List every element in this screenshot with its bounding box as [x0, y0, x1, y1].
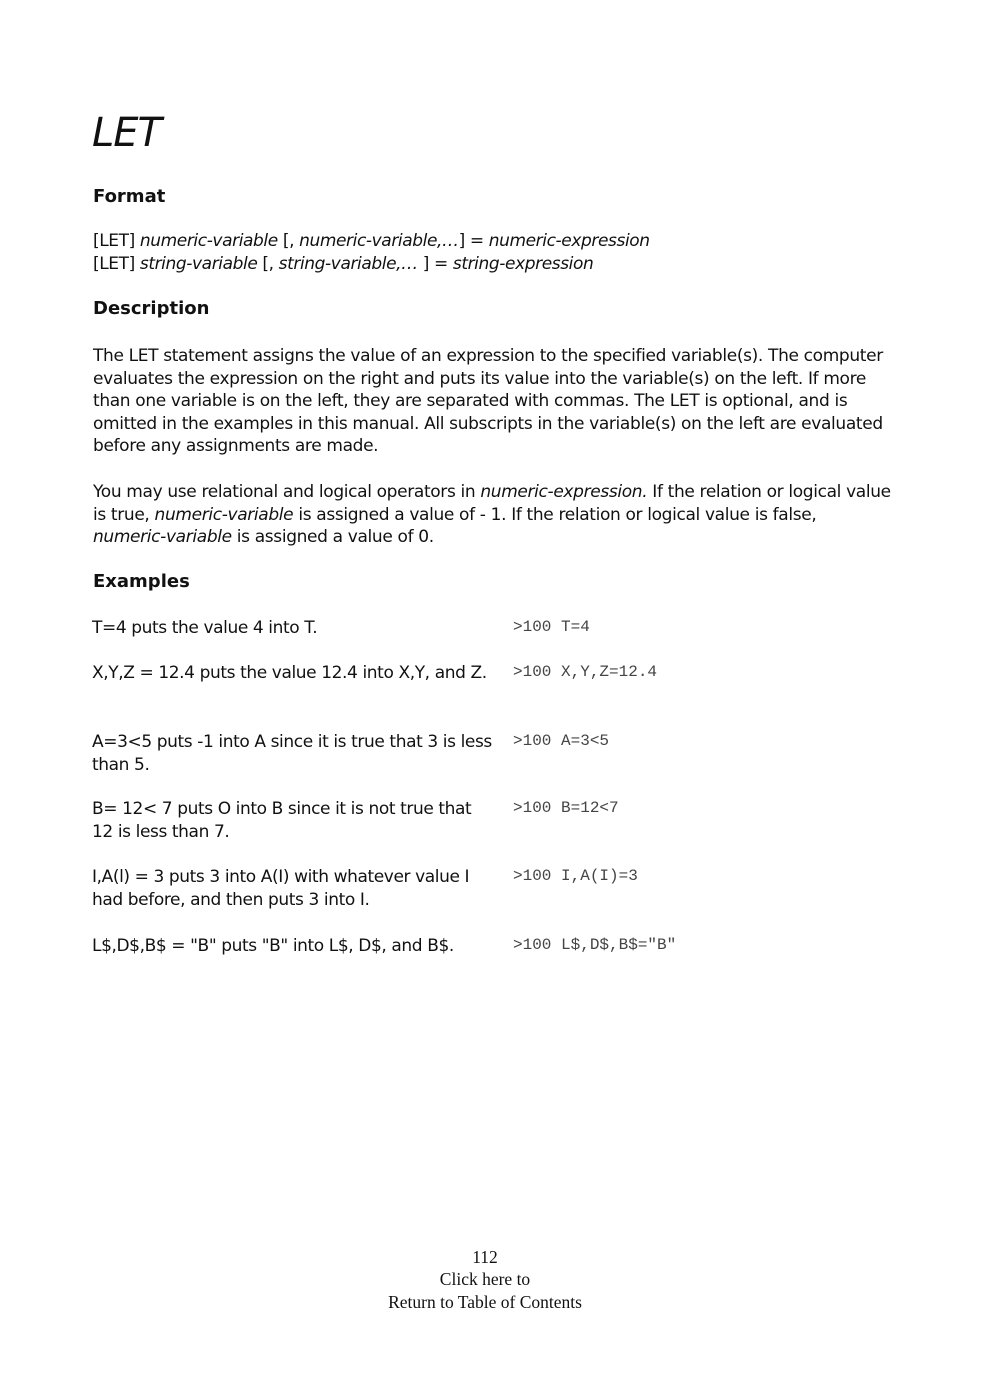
- example-code: >100 I,A(I)=3: [513, 867, 638, 885]
- example-code: >100 A=3<5: [513, 732, 610, 750]
- example-code: >100 X,Y,Z=12.4: [513, 663, 658, 681]
- example-code: >100 L$,D$,B$="B": [513, 936, 677, 954]
- example-description: T=4 puts the value 4 into T.: [92, 618, 318, 638]
- description-heading: Description: [93, 298, 210, 319]
- example-description: L$,D$,B$ = "B" puts "B" into L$, D$, and B$.: [92, 936, 454, 956]
- example-code: >100 B=12<7: [513, 799, 619, 817]
- example-code: >100 T=4: [513, 618, 590, 636]
- format-heading: Format: [93, 186, 166, 207]
- description-paragraph-1: The LET statement assigns the value of an expression to the specified variable(s). The computer evaluates the expression on the right and puts its value into the variable(s) on the left. If more than one variable is on the left, they are separated with commas. The LET is optional, and is omitted in the examples in this manual. All subscripts in the variable(s) on the left are evaluated before any assignments are made.: [93, 346, 883, 456]
- example-description: B= 12< 7 puts O into B since it is not true that 12 is less than 7.: [92, 799, 472, 842]
- example-description: X,Y,Z = 12.4 puts the value 12.4 into X,Y, and Z.: [92, 663, 487, 683]
- description-paragraph-2: You may use relational and logical operators in numeric-expression. If the relation or logical value is true, numeric-variable is assigned a value of - 1. If the relation or logical value is false, numeric-variable is assigned a value of 0.: [93, 482, 891, 547]
- example-description: I,A(l) = 3 puts 3 into A(I) with whatever value I had before, and then puts 3 into I.: [92, 867, 470, 910]
- page-number: 112: [472, 1247, 498, 1267]
- format-line-numeric: [LET] numeric-variable [, numeric-variable,…] = numeric-expression: [93, 231, 650, 251]
- toc-link-line-1[interactable]: Click here to: [439, 1269, 531, 1289]
- example-description: A=3<5 puts -1 into A since it is true that 3 is less than 5.: [92, 732, 492, 775]
- toc-link-line-2[interactable]: Return to Table of Contents: [388, 1292, 582, 1312]
- format-line-string: [LET] string-variable [, string-variable,… ] = string-expression: [93, 254, 594, 274]
- page-title: LET: [92, 110, 161, 156]
- examples-heading: Examples: [93, 571, 190, 592]
